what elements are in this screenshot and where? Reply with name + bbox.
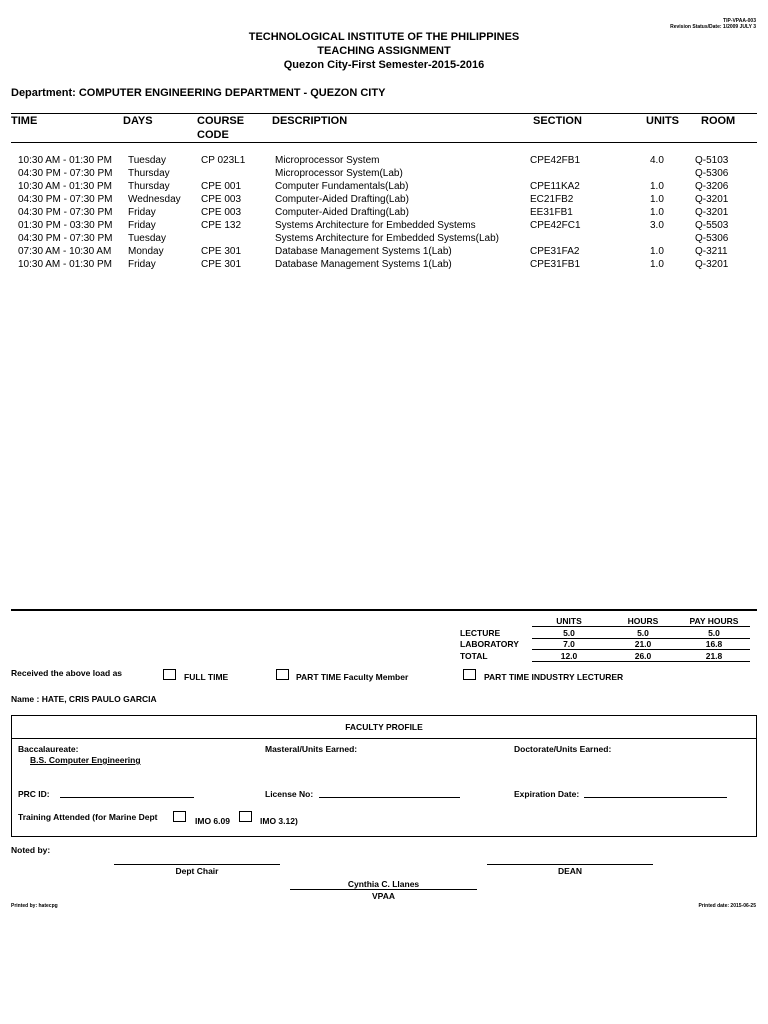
semester-title: Quezon City-First Semester-2015-2016 [283, 59, 485, 71]
prc-id-field[interactable] [60, 797, 194, 798]
imo-609-label: IMO 6.09 [195, 816, 230, 826]
prc-id-label: PRC ID: [18, 789, 50, 799]
vpaa-signature-line [290, 889, 477, 890]
row-day: Tuesday [128, 155, 166, 166]
summary-rule [532, 649, 750, 650]
row-units: 4.0 [650, 155, 664, 166]
row-code: CPE 301 [201, 259, 242, 270]
imo-312-checkbox[interactable] [239, 811, 252, 822]
revision-status: Revision Status/Date: 1/2009 JULY 3 [670, 24, 756, 30]
summary-total-pay: 21.8 [705, 651, 723, 661]
row-room: Q-3206 [695, 181, 729, 192]
row-room: Q-3201 [695, 194, 729, 205]
training-label: Training Attended (for Marine Dept [18, 812, 158, 822]
row-code: CPE 003 [201, 194, 242, 205]
dean-label: DEAN [557, 866, 583, 876]
summary-lab-units: 7.0 [563, 639, 575, 649]
baccalaureate-value: B.S. Computer Engineering [30, 755, 141, 765]
row-description: Microprocessor System(Lab) [275, 168, 403, 179]
row-room: Q-3211 [695, 246, 728, 257]
summary-total-units: 12.0 [560, 651, 578, 661]
row-room: Q-5103 [695, 155, 729, 166]
row-section: CPE31FA2 [530, 246, 580, 257]
row-units: 3.0 [650, 220, 664, 231]
row-day: Monday [128, 246, 164, 257]
summary-lecture-hours: 5.0 [637, 628, 649, 638]
faculty-name: Name : HATE, CRIS PAULO GARCIA [11, 694, 157, 704]
imo-609-checkbox[interactable] [173, 811, 186, 822]
section-divider [11, 609, 757, 611]
row-section: EE31FB1 [530, 207, 573, 218]
table-header-rule [11, 142, 757, 143]
row-time: 01:30 PM - 03:30 PM [18, 220, 113, 231]
row-time: 10:30 AM - 01:30 PM [18, 155, 112, 166]
row-description: Database Management Systems 1(Lab) [275, 246, 452, 257]
summary-label-lecture: LECTURE [460, 628, 501, 638]
row-day: Friday [128, 259, 156, 270]
summary-header-hours: HOURS [627, 616, 659, 626]
faculty-profile-title: FACULTY PROFILE [345, 722, 423, 732]
row-day: Thursday [128, 181, 170, 192]
summary-rule [532, 661, 750, 662]
summary-rule [532, 626, 750, 627]
summary-lecture-pay: 5.0 [708, 628, 720, 638]
row-description: Computer Fundamentals(Lab) [275, 181, 409, 192]
row-code: CPE 132 [201, 220, 242, 231]
row-code: CPE 001 [201, 181, 242, 192]
row-description: Systems Architecture for Embedded Systems [275, 220, 476, 231]
col-code: CODE [197, 129, 229, 141]
row-day: Friday [128, 220, 156, 231]
col-room: ROOM [701, 115, 736, 127]
summary-lecture-units: 5.0 [563, 628, 575, 638]
row-time: 04:30 PM - 07:30 PM [18, 207, 113, 218]
row-code: CPE 003 [201, 207, 242, 218]
row-code: CP 023L1 [201, 155, 246, 166]
col-description: DESCRIPTION [272, 115, 348, 127]
row-section: CPE42FC1 [530, 220, 581, 231]
document-title: TEACHING ASSIGNMENT [317, 45, 451, 57]
summary-lab-hours: 21.0 [634, 639, 652, 649]
row-units: 1.0 [650, 246, 664, 257]
baccalaureate-label: Baccalaureate: [18, 744, 79, 754]
vpaa-name: Cynthia C. Llanes [347, 879, 420, 889]
row-day: Thursday [128, 168, 170, 179]
row-time: 10:30 AM - 01:30 PM [18, 181, 112, 192]
printed-date: Printed date: 2015-06-25 [698, 903, 756, 909]
printed-by: Printed by: hatecpg [11, 903, 58, 909]
row-description: Microprocessor System [275, 155, 380, 166]
summary-lab-pay: 16.8 [705, 639, 723, 649]
row-room: Q-5306 [695, 168, 729, 179]
part-time-industry-label: PART TIME INDUSTRY LECTURER [484, 672, 624, 682]
summary-header-pay-hours: PAY HOURS [689, 616, 739, 626]
received-load-label: Received the above load as [11, 668, 123, 678]
part-time-label: PART TIME Faculty Member [296, 672, 409, 682]
row-description: Computer-Aided Drafting(Lab) [275, 207, 409, 218]
row-section: CPE31FB1 [530, 259, 581, 270]
col-section: SECTION [533, 115, 582, 127]
col-units: UNITS [646, 115, 679, 127]
row-units: 1.0 [650, 259, 664, 270]
row-description: Database Management Systems 1(Lab) [275, 259, 452, 270]
row-code: CPE 301 [201, 246, 242, 257]
row-room: Q-5306 [695, 233, 729, 244]
form-code: TIP-VPAA-003 [723, 18, 756, 24]
row-description: Computer-Aided Drafting(Lab) [275, 194, 409, 205]
row-room: Q-5503 [695, 220, 729, 231]
row-room: Q-3201 [695, 259, 729, 270]
row-day: Tuesday [128, 233, 166, 244]
row-section: CPE42FB1 [530, 155, 581, 166]
dept-chair-label: Dept Chair [175, 866, 219, 876]
row-time: 07:30 AM - 10:30 AM [18, 246, 112, 257]
department-label: Department: COMPUTER ENGINEERING DEPARTMENT - QUEZON CITY [11, 87, 386, 99]
col-time: TIME [11, 115, 38, 127]
row-description: Systems Architecture for Embedded Systems(Lab) [275, 233, 499, 244]
row-section: CPE11KA2 [530, 181, 580, 192]
doctorate-label: Doctorate/Units Earned: [514, 744, 612, 754]
expiration-label: Expiration Date: [514, 789, 580, 799]
col-course: COURSE [197, 115, 245, 127]
part-time-checkbox[interactable] [276, 669, 289, 680]
row-day: Friday [128, 207, 156, 218]
license-label: License No: [265, 789, 314, 799]
full-time-label: FULL TIME [184, 672, 229, 682]
imo-312-label: IMO 3.12) [260, 816, 298, 826]
row-units: 1.0 [650, 194, 664, 205]
summary-label-total: TOTAL [460, 651, 488, 661]
summary-header-units: UNITS [556, 616, 582, 626]
license-field[interactable] [319, 797, 460, 798]
row-room: Q-3201 [695, 207, 729, 218]
institution-title: TECHNOLOGICAL INSTITUTE OF THE PHILIPPINES [248, 31, 520, 43]
dept-chair-signature-line [114, 864, 280, 865]
summary-label-laboratory: LABORATORY [460, 639, 519, 649]
col-days: DAYS [123, 115, 153, 127]
faculty-profile-header [12, 716, 756, 739]
row-day: Wednesday [128, 194, 181, 205]
full-time-checkbox[interactable] [163, 669, 176, 680]
dean-signature-line [487, 864, 653, 865]
row-time: 04:30 PM - 07:30 PM [18, 194, 113, 205]
summary-total-hours: 26.0 [634, 651, 652, 661]
row-time: 10:30 AM - 01:30 PM [18, 259, 112, 270]
part-time-industry-checkbox[interactable] [463, 669, 476, 680]
noted-by-label: Noted by: [11, 845, 51, 855]
row-units: 1.0 [650, 181, 664, 192]
row-units: 1.0 [650, 207, 664, 218]
row-time: 04:30 PM - 07:30 PM [18, 168, 113, 179]
row-time: 04:30 PM - 07:30 PM [18, 233, 113, 244]
vpaa-label: VPAA [372, 891, 395, 901]
row-section: EC21FB2 [530, 194, 574, 205]
masteral-label: Masteral/Units Earned: [265, 744, 358, 754]
expiration-field[interactable] [584, 797, 727, 798]
